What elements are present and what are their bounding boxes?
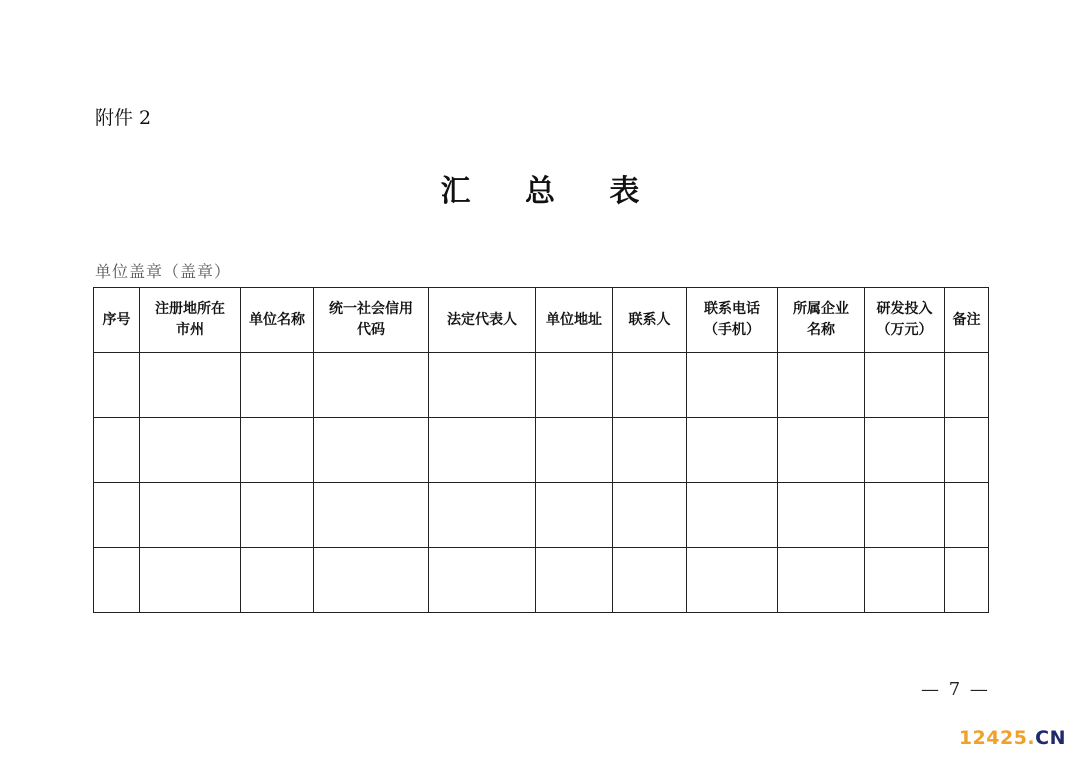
table-body — [94, 353, 989, 613]
header-text: 单位名称 — [249, 311, 305, 328]
table-cell[interactable] — [314, 418, 429, 483]
table-cell[interactable] — [536, 353, 613, 418]
header-text: 备注 — [952, 311, 981, 328]
table-header-row — [94, 288, 989, 353]
table-cell[interactable] — [429, 548, 536, 613]
table-cell[interactable] — [241, 548, 314, 613]
header-text: 联系电话 — [704, 301, 760, 317]
header-text: （万元） — [876, 322, 933, 338]
header-text: （手机） — [704, 322, 760, 338]
header-text: 市州 — [176, 322, 204, 338]
header-cell-contact — [613, 288, 687, 353]
table-cell[interactable] — [778, 548, 865, 613]
table-cell[interactable] — [687, 483, 778, 548]
table-cell[interactable] — [536, 418, 613, 483]
table-cell[interactable] — [687, 353, 778, 418]
table-cell[interactable] — [865, 483, 945, 548]
table-cell[interactable] — [865, 418, 945, 483]
table-cell[interactable] — [241, 353, 314, 418]
table-cell[interactable] — [429, 418, 536, 483]
table-cell[interactable] — [687, 548, 778, 613]
table-cell[interactable] — [140, 548, 241, 613]
header-text: 联系人 — [628, 311, 671, 328]
table-cell[interactable] — [613, 483, 687, 548]
header-cell-legal-rep — [429, 288, 536, 353]
table-cell[interactable] — [865, 353, 945, 418]
watermark-suffix: CN — [1035, 727, 1066, 749]
header-text: 单位地址 — [546, 311, 602, 328]
header-cell-serial — [94, 288, 140, 353]
table-cell[interactable] — [429, 483, 536, 548]
table-row — [94, 483, 989, 548]
table-cell[interactable] — [94, 548, 140, 613]
header-cell-phone — [687, 288, 778, 353]
table-cell[interactable] — [314, 548, 429, 613]
table-cell[interactable] — [241, 483, 314, 548]
table-cell[interactable] — [945, 548, 989, 613]
site-watermark — [959, 726, 1066, 750]
table-cell[interactable] — [687, 418, 778, 483]
header-cell-unit-name — [241, 288, 314, 353]
table-cell[interactable] — [94, 418, 140, 483]
table-cell[interactable] — [241, 418, 314, 483]
table-cell[interactable] — [945, 353, 989, 418]
page-title: 汇 总 表 — [440, 174, 662, 209]
table-cell[interactable] — [140, 353, 241, 418]
table-cell[interactable] — [140, 483, 241, 548]
table-cell[interactable] — [865, 548, 945, 613]
table-cell[interactable] — [314, 353, 429, 418]
table-cell[interactable] — [778, 418, 865, 483]
header-cell-unit-address — [536, 288, 613, 353]
table-cell[interactable] — [778, 353, 865, 418]
header-text: 法定代表人 — [447, 311, 517, 328]
table-cell[interactable] — [613, 418, 687, 483]
table-cell[interactable] — [94, 353, 140, 418]
table-cell[interactable] — [945, 483, 989, 548]
header-cell-rd-investment — [865, 288, 945, 353]
header-text: 注册地所在 — [155, 301, 225, 317]
header-cell-registered-city — [140, 288, 241, 353]
header-text: 统一社会信用 — [329, 301, 413, 317]
page-number: — 7 — — [921, 679, 990, 700]
watermark-dot: . — [1027, 727, 1036, 749]
header-text: 研发投入 — [876, 301, 933, 317]
table-row — [94, 418, 989, 483]
table-cell[interactable] — [536, 548, 613, 613]
table-cell[interactable] — [778, 483, 865, 548]
header-text: 所属企业 — [793, 301, 849, 317]
table-cell[interactable] — [94, 483, 140, 548]
header-text: 序号 — [102, 311, 131, 328]
table-cell[interactable] — [945, 418, 989, 483]
summary-table — [93, 287, 989, 613]
seal-label: 单位盖章（盖章） — [95, 262, 232, 281]
header-cell-remarks — [945, 288, 989, 353]
table-row — [94, 353, 989, 418]
header-cell-company-name — [778, 288, 865, 353]
table-cell[interactable] — [613, 353, 687, 418]
header-text: 代码 — [357, 322, 385, 338]
header-cell-credit-code — [314, 288, 429, 353]
table-cell[interactable] — [429, 353, 536, 418]
table-cell[interactable] — [536, 483, 613, 548]
table-row — [94, 548, 989, 613]
watermark-number: 12425 — [958, 727, 1028, 749]
header-text: 名称 — [807, 322, 835, 338]
attachment-label: 附件 2 — [95, 107, 152, 129]
table-cell[interactable] — [613, 548, 687, 613]
table-cell[interactable] — [140, 418, 241, 483]
table-cell[interactable] — [314, 483, 429, 548]
